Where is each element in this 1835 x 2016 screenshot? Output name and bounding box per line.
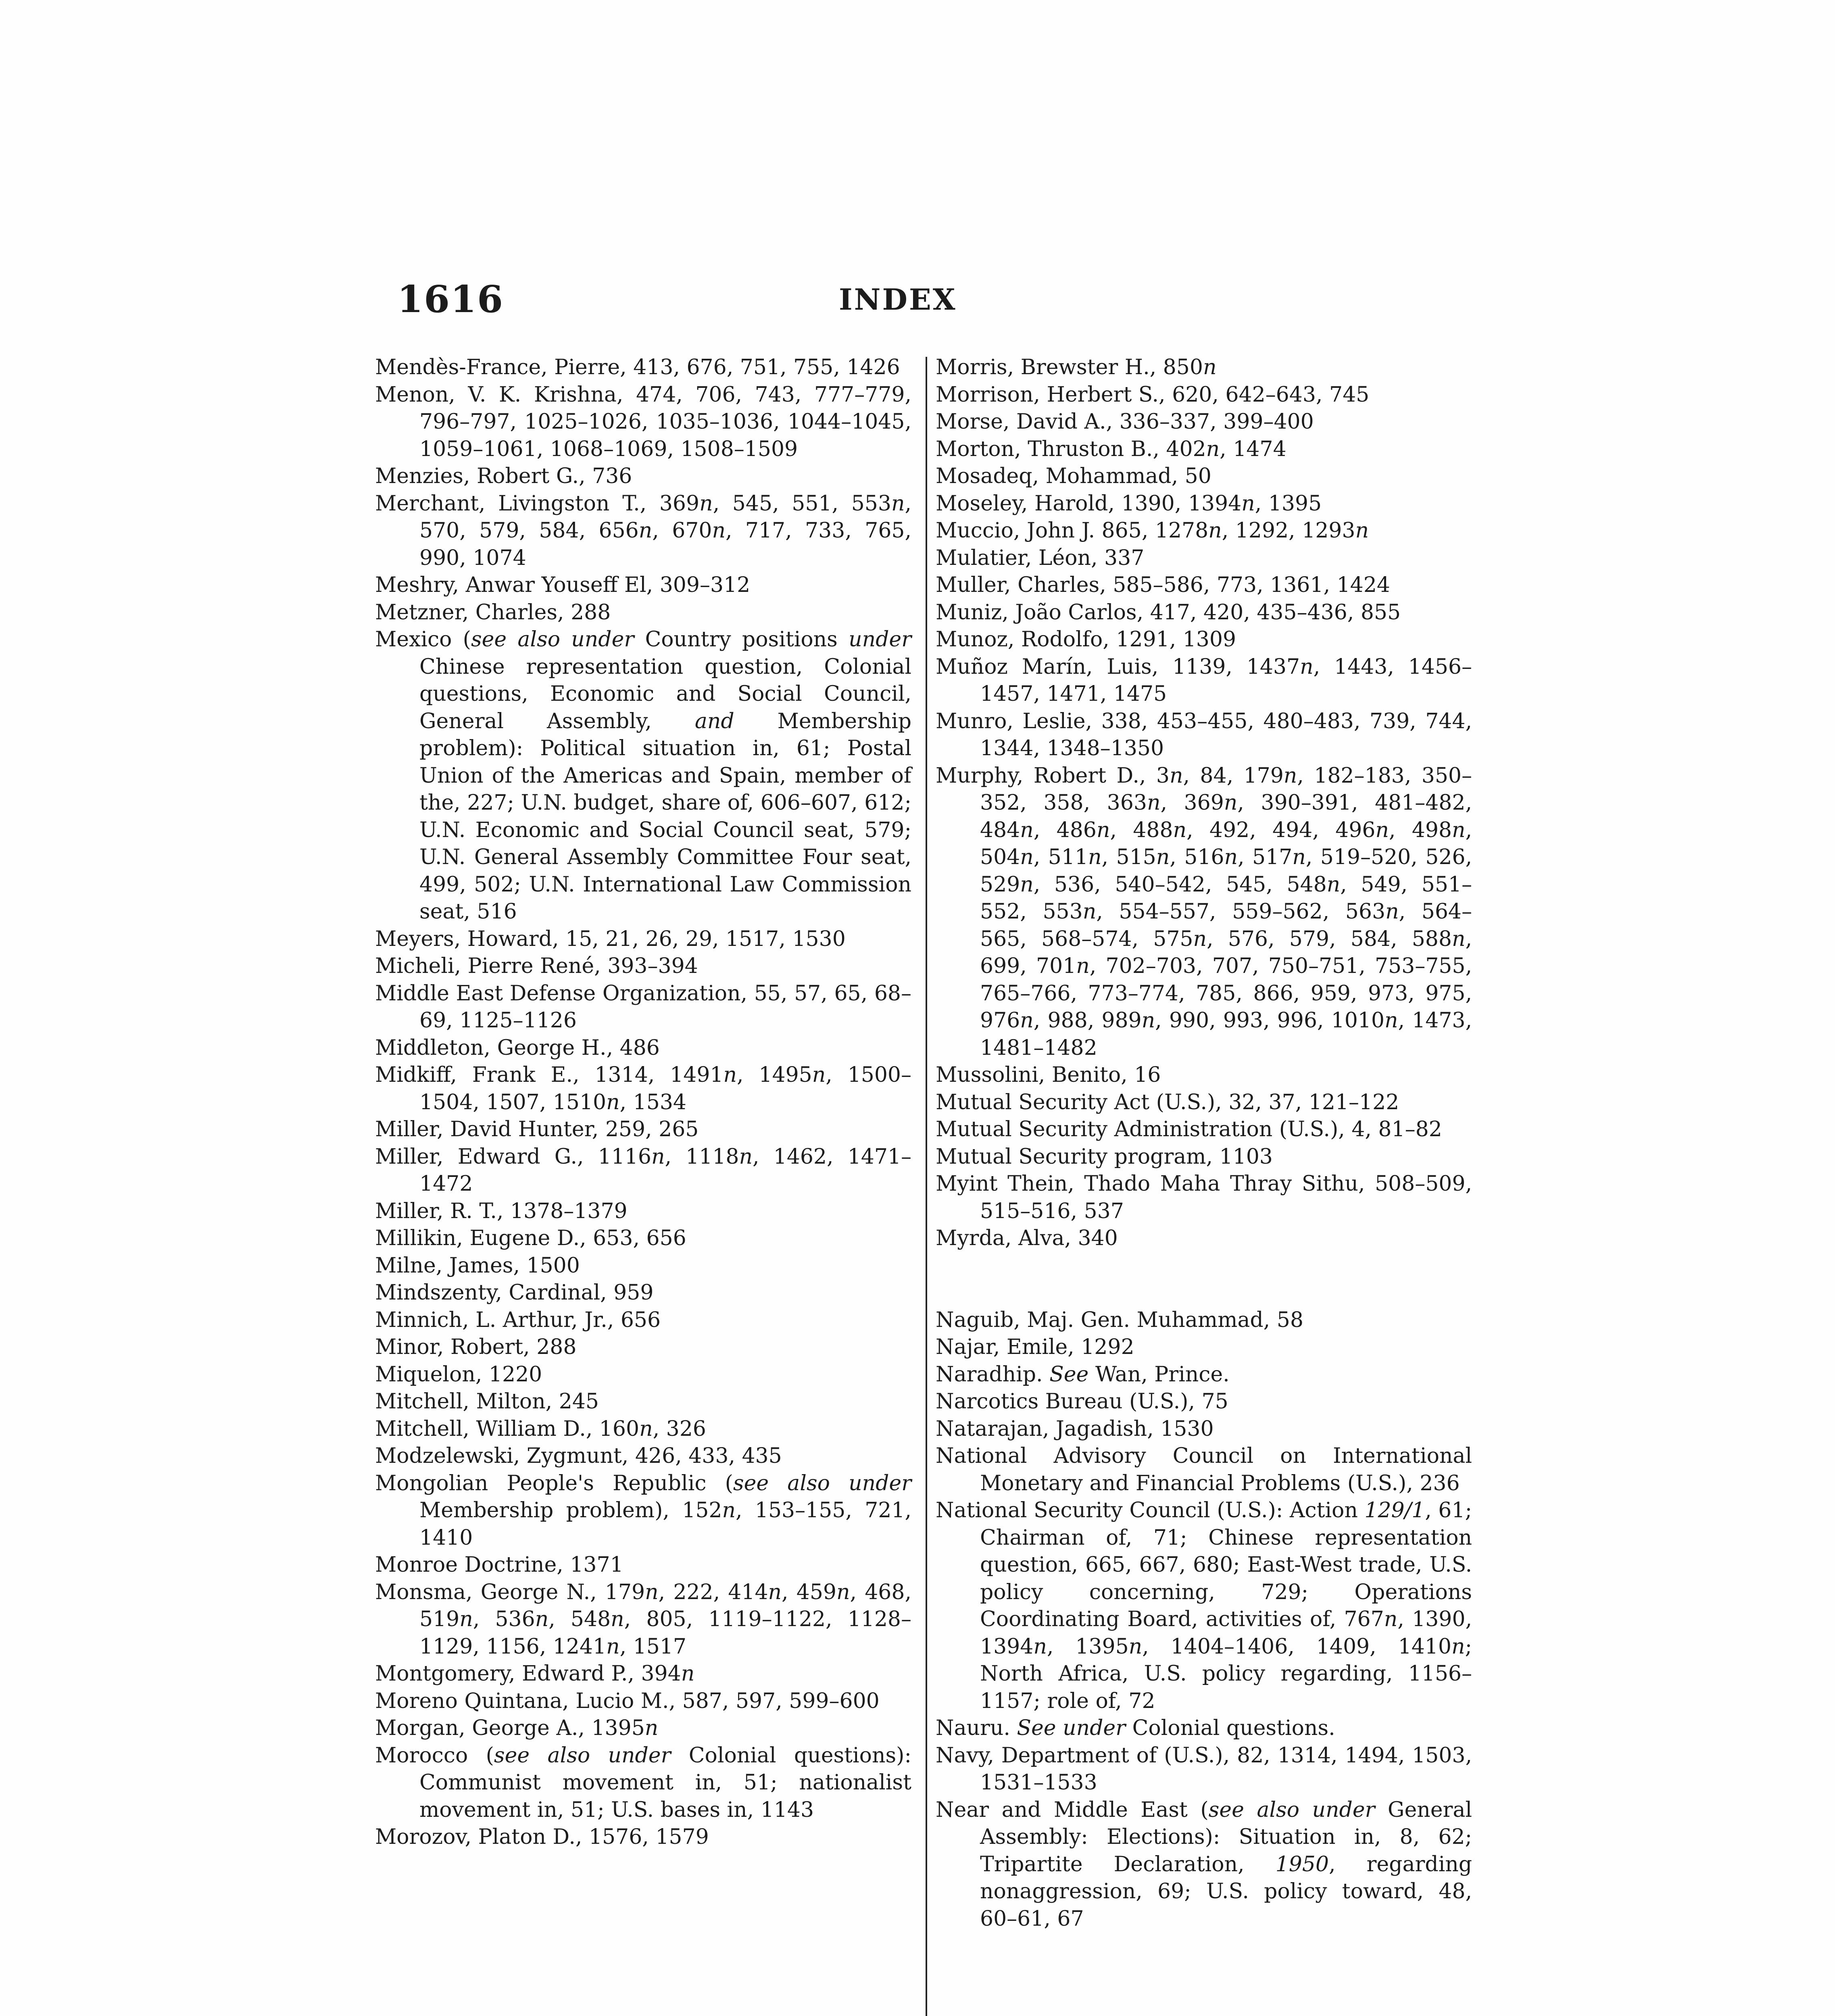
entry-text: Montgomery, Edward P., 394 [375, 1662, 681, 1686]
index-entry [375, 1035, 911, 1062]
index-entry [375, 1388, 911, 1416]
entry-text: , 504 [980, 818, 1472, 869]
entry-italic-text: n [1033, 1634, 1047, 1659]
entry-text: Near and Middle East ( [936, 1797, 1209, 1822]
entry-text: Mexico ( [375, 627, 471, 652]
entry-text: Mongolian People's Republic ( [375, 1471, 733, 1495]
entry-text: Meshry, Anwar Youseff El, 309–312 [375, 573, 751, 597]
entry-text: Miller, R. T., 1378–1379 [375, 1199, 628, 1223]
entry-italic-text: n [1020, 1008, 1034, 1033]
entry-italic-text: see also under [494, 1743, 671, 1768]
entry-text: , 570, 579, 584, 656 [419, 491, 912, 543]
entry-text: , 1404–1406, 1409, 1410 [1142, 1634, 1451, 1659]
index-entry [936, 1225, 1472, 1252]
entry-text: , 702–703, 707, 750–751, 753–755, 765–766, 773–774, 785, 866, 959, 973, 975, 976 [980, 954, 1472, 1033]
entry-text: Membership problem), 152 [419, 1498, 722, 1522]
entry-text: , 84, 179 [1183, 763, 1284, 788]
index-entry [936, 708, 1472, 762]
entry-italic-text: n [1384, 1008, 1398, 1033]
entry-text: , 459 [782, 1580, 837, 1604]
entry-text: , 1292, 1293 [1222, 519, 1355, 543]
entry-text: , 805, 1119–1122, 1128–1129, 1156, 1241 [419, 1607, 912, 1659]
entry-text: Menzies, Robert G., 736 [375, 464, 632, 488]
entry-text: Morocco ( [375, 1743, 494, 1768]
entry-italic-text: n [1128, 1634, 1143, 1659]
entry-text: Membership problem): Political situation in, 61; Postal Union of the Americas and Spain, member of the, 227; U.N. budget, share of, 606–607, 612; U.N. Economic and Social Council seat, 579; U.N. General Assembly Committee Four seat, 499, 502; U.N. International Law Commission seat, 516 [419, 709, 911, 924]
entry-text: , 488 [1110, 818, 1173, 842]
index-entry [375, 1116, 911, 1143]
entry-text: , 670 [652, 519, 712, 543]
entry-italic-text: n [1096, 818, 1110, 842]
index-entry [936, 354, 1472, 381]
entry-italic-text: n [739, 1144, 753, 1169]
entry-text: , 536, 540–542, 545, 548 [1033, 872, 1327, 897]
index-entry [936, 1307, 1472, 1334]
entry-text: Natarajan, Jagadish, 1530 [936, 1416, 1214, 1441]
index-entry [936, 1497, 1472, 1715]
entry-text: , 1500–1504, 1507, 1510 [419, 1063, 911, 1114]
index-entry [375, 1824, 911, 1851]
entry-italic-text: n [812, 1063, 826, 1087]
entry-text: , 548 [548, 1607, 611, 1631]
entry-text: Morrison, Herbert S., 620, 642–643, 745 [936, 382, 1370, 407]
entry-italic-text: n [768, 1580, 782, 1604]
entry-text: , 1474 [1220, 437, 1287, 461]
entry-text: Monroe Doctrine, 1371 [375, 1553, 623, 1577]
entry-text: , 1395 [1047, 1634, 1129, 1659]
entry-text: , 1443, 1456–1457, 1471, 1475 [980, 654, 1472, 706]
entry-text: Muniz, João Carlos, 417, 420, 435–436, 855 [936, 600, 1401, 625]
group-gap [936, 1252, 1472, 1307]
entry-text: Mulatier, Léon, 337 [936, 546, 1145, 570]
entry-italic-text: n [1224, 791, 1238, 815]
entry-italic-text: n [1384, 1607, 1398, 1631]
entry-text: Monsma, George N., 179 [375, 1580, 645, 1604]
entry-text: , 545, 551, 553 [713, 491, 891, 516]
entry-text: Mosadeq, Mohammad, 50 [936, 464, 1212, 488]
entry-text: , 517 [1238, 845, 1293, 869]
entry-text: Milne, James, 1500 [375, 1253, 580, 1278]
entry-text: , 61; Chairman of, 71; Chinese representation question, 665, 667, 680; East-West trade, U.S. policy concerning, 729; Operations Coordinating Board, activities of, 767 [980, 1498, 1472, 1631]
index-column-right [936, 354, 1472, 1933]
index-entry [375, 1715, 911, 1742]
index-entry [936, 626, 1472, 654]
entry-italic-text: n [1156, 845, 1170, 869]
entry-text: Merchant, Livingston T., 369 [375, 491, 700, 516]
entry-italic-text: under [849, 627, 911, 652]
entry-text: Munoz, Rodolfo, 1291, 1309 [936, 627, 1237, 652]
entry-italic-text: n [1375, 818, 1389, 842]
entry-text: Morgan, George A., 1395 [375, 1716, 645, 1740]
entry-italic-text: see also under [1208, 1797, 1375, 1822]
index-entry [375, 980, 911, 1035]
entry-text: Mutual Security Administration (U.S.), 4, 81–82 [936, 1117, 1442, 1141]
index-entry [936, 1089, 1472, 1116]
entry-italic-text: n [1385, 900, 1399, 924]
entry-text: Narcotics Bureau (U.S.), 75 [936, 1389, 1228, 1414]
entry-italic-text: n [1082, 900, 1097, 924]
entry-text: , 153–155, 721, 1410 [419, 1498, 912, 1550]
entry-text: , 717, 733, 765, 990, 1074 [419, 519, 912, 570]
index-entry [375, 1361, 911, 1389]
entry-text: , 486 [1033, 818, 1097, 842]
index-entry [936, 1334, 1472, 1361]
entry-text: Muller, Charles, 585–586, 773, 1361, 1424 [936, 573, 1390, 597]
entry-text: , 990, 993, 996, 1010 [1155, 1008, 1385, 1033]
entry-italic-text: n [1206, 437, 1220, 461]
entry-italic-text: See under [1017, 1716, 1126, 1740]
entry-text: , 1118 [665, 1144, 739, 1169]
entry-italic-text: see also under [733, 1471, 911, 1495]
index-entry [375, 1416, 911, 1443]
entry-italic-text: n [1224, 845, 1238, 869]
entry-text: Morris, Brewster H., 850 [936, 355, 1203, 379]
entry-text: Menon, V. K. Krishna, 474, 706, 743, 777–779, 796–797, 1025–1026, 1035–1036, 1044–1045, 1059–1061, 1068–1069, 1508–1509 [375, 382, 911, 461]
entry-italic-text: n [606, 1090, 620, 1114]
entry-text: Colonial questions): Communist movement in, 51; nationalist movement in, 51; U.S. bases in, 1143 [419, 1743, 911, 1822]
entry-text: Mendès-France, Pierre, 413, 676, 751, 755, 1426 [375, 355, 900, 379]
entry-text: Myint Thein, Thado Maha Thray Sithu, 508–509, 515–516, 537 [936, 1172, 1472, 1223]
entry-italic-text: n [1076, 954, 1090, 978]
entry-italic-text: n [645, 1580, 659, 1604]
entry-italic-text: n [836, 1580, 850, 1604]
entry-italic-text: n [1020, 845, 1034, 869]
entry-text: Naguib, Maj. Gen. Muhammad, 58 [936, 1308, 1303, 1332]
entry-text: Mindszenty, Cardinal, 959 [375, 1281, 654, 1305]
entry-italic-text: n [1147, 791, 1161, 815]
index-entry [375, 1334, 911, 1361]
entry-text: , 699, 701 [980, 927, 1472, 978]
entry-text: Munro, Leslie, 338, 453–455, 480–483, 739, 744, 1344, 1348–1350 [936, 709, 1472, 760]
entry-italic-text: see also under [471, 627, 634, 652]
entry-text: , 222, 414 [658, 1580, 768, 1604]
index-entry [375, 1198, 911, 1225]
entry-italic-text: n [712, 519, 726, 543]
entry-italic-text: n [1452, 818, 1466, 842]
index-entry [936, 517, 1472, 545]
entry-text: Myrda, Alva, 340 [936, 1226, 1118, 1250]
index-entry [936, 762, 1472, 1062]
entry-italic-text: n [699, 491, 713, 516]
entry-italic-text: and [694, 709, 734, 733]
entry-italic-text: n [1193, 927, 1207, 951]
index-entry [375, 1688, 911, 1715]
entry-text: Middle East Defense Organization, 55, 57, 65, 68–69, 1125–1126 [375, 981, 911, 1033]
index-entry [936, 545, 1472, 572]
entry-text: Miquelon, 1220 [375, 1362, 542, 1387]
running-head: INDEX [839, 282, 957, 317]
index-entry [375, 1279, 911, 1307]
entry-text: Moseley, Harold, 1390, 1394 [936, 491, 1242, 516]
index-entry [936, 572, 1472, 599]
index-entry [936, 654, 1472, 708]
entry-italic-text: n [1355, 519, 1369, 543]
entry-text: , 390–391, 481–482, 484 [980, 791, 1472, 842]
entry-text: , 1534 [619, 1090, 687, 1114]
entry-text: Modzelewski, Zygmunt, 426, 433, 435 [375, 1444, 782, 1468]
entry-italic-text: n [1451, 927, 1466, 951]
index-entry [375, 1552, 911, 1579]
entry-text: , 988, 989 [1033, 1008, 1142, 1033]
index-column-left [375, 354, 911, 1851]
index-entry [936, 408, 1472, 436]
index-entry [375, 1143, 911, 1198]
entry-text: Morton, Thruston B., 402 [936, 437, 1206, 461]
entry-italic-text: 1950 [1275, 1852, 1329, 1876]
entry-italic-text: n [681, 1662, 695, 1686]
entry-text: Miller, David Hunter, 259, 265 [375, 1117, 699, 1141]
entry-text: Moreno Quintana, Lucio M., 587, 597, 599–600 [375, 1689, 880, 1713]
entry-text: Meyers, Howard, 15, 21, 26, 29, 1517, 1530 [375, 927, 846, 951]
entry-text: Colonial questions. [1126, 1716, 1335, 1740]
entry-text: , 369 [1160, 791, 1224, 815]
entry-text: Mutual Security program, 1103 [936, 1144, 1273, 1169]
index-entry [375, 463, 911, 490]
index-group-n [936, 1307, 1472, 1933]
entry-text: , 576, 579, 584, 588 [1207, 927, 1452, 951]
entry-text: , 182–183, 350–352, 358, 363 [980, 763, 1472, 815]
entry-italic-text: n [1283, 763, 1297, 788]
entry-text: , 554–557, 559–562, 563 [1096, 900, 1386, 924]
entry-italic-text: n [638, 519, 653, 543]
entry-text: National Advisory Council on International Monetary and Financial Problems (U.S.), 236 [936, 1444, 1472, 1495]
entry-text: , 516 [1170, 845, 1224, 869]
index-entry [375, 490, 911, 572]
entry-italic-text: n [722, 1498, 736, 1522]
entry-italic-text: n [1241, 491, 1255, 516]
index-entry [936, 381, 1472, 409]
index-entry [936, 1416, 1472, 1443]
entry-text: , 468, 519 [419, 1580, 912, 1631]
index-entry [375, 1579, 911, 1661]
index-entry [375, 1062, 911, 1116]
entry-text: , 492, 494, 496 [1186, 818, 1376, 842]
index-entry [375, 953, 911, 980]
entry-italic-text: n [1292, 845, 1306, 869]
column-rule [926, 357, 927, 2016]
entry-text: , 1517 [619, 1634, 687, 1659]
entry-italic-text: n [651, 1144, 665, 1169]
entry-italic-text: n [1326, 872, 1341, 897]
entry-text: Midkiff, Frank E., 1314, 1491 [375, 1063, 724, 1087]
entry-text: Micheli, Pierre René, 393–394 [375, 954, 698, 978]
index-entry [375, 926, 911, 953]
entry-italic-text: 129/1 [1364, 1498, 1425, 1522]
index-entry [936, 1116, 1472, 1143]
entry-italic-text: n [1451, 1634, 1465, 1659]
entry-text: Metzner, Charles, 288 [375, 600, 611, 625]
entry-text: Miller, Edward G., 1116 [375, 1144, 651, 1169]
entry-text: General Assembly: Elections): Situation in, 8, 62; Tripartite Declaration, [980, 1797, 1472, 1876]
index-entry [375, 1307, 911, 1334]
index-entry [936, 436, 1472, 463]
index-entry [936, 1361, 1472, 1389]
entry-text: Morozov, Platon D., 1576, 1579 [375, 1825, 709, 1849]
entry-text: ; North Africa, U.S. policy regarding, 1156–1157; role of, 72 [980, 1634, 1472, 1713]
entry-text: , 519–520, 526, 529 [980, 845, 1472, 897]
entry-text: , 564–565, 568–574, 575 [980, 900, 1472, 951]
entry-text: Murphy, Robert D., 3 [936, 763, 1170, 788]
index-entry [375, 1443, 911, 1470]
entry-text: Navy, Department of (U.S.), 82, 1314, 1494, 1503, 1531–1533 [936, 1743, 1472, 1795]
entry-text: Minnich, L. Arthur, Jr., 656 [375, 1308, 661, 1332]
entry-text: Country positions [634, 627, 849, 652]
entry-text: , 1395 [1255, 491, 1322, 516]
entry-italic-text: n [535, 1607, 549, 1631]
index-group-m [936, 354, 1472, 1252]
entry-text: Wan, Prince. [1088, 1362, 1230, 1387]
entry-italic-text: n [1141, 1008, 1155, 1033]
index-entry [375, 1252, 911, 1280]
entry-text: , 549, 551–552, 553 [980, 872, 1472, 924]
index-entry [936, 1797, 1472, 1933]
entry-text: Nauru. [936, 1716, 1017, 1740]
entry-text: , 511 [1033, 845, 1088, 869]
entry-italic-text: n [1208, 519, 1222, 543]
index-entry [936, 1443, 1472, 1497]
entry-italic-text: n [1020, 872, 1034, 897]
index-entry [936, 490, 1472, 518]
index-entry [375, 354, 911, 381]
index-entry [936, 463, 1472, 490]
entry-text: , 1390, 1394 [980, 1607, 1472, 1659]
entry-italic-text: n [1203, 355, 1217, 379]
entry-text: , 536 [473, 1607, 535, 1631]
entry-text: , 1473, 1481–1482 [980, 1008, 1472, 1060]
entry-text: National Security Council (U.S.): Action [936, 1498, 1365, 1522]
entry-text: , 326 [653, 1416, 706, 1441]
entry-text: , 1462, 1471–1472 [419, 1144, 912, 1196]
entry-text: , 498 [1389, 818, 1452, 842]
index-entry [375, 626, 911, 926]
index-entry [936, 1062, 1472, 1089]
entry-text: Millikin, Eugene D., 653, 656 [375, 1226, 686, 1250]
entry-italic-text: n [639, 1416, 653, 1441]
entry-text: Mitchell, William D., 160 [375, 1416, 640, 1441]
entry-italic-text: n [606, 1634, 620, 1659]
entry-italic-text: n [1300, 654, 1314, 679]
index-entry [936, 1742, 1472, 1797]
entry-text: , regarding nonaggression, 69; U.S. policy toward, 48, 60–61, 67 [980, 1852, 1472, 1931]
index-entry [936, 1143, 1472, 1171]
entry-text: Morse, David A., 336–337, 399–400 [936, 410, 1314, 434]
index-entry [936, 1170, 1472, 1225]
index-entry [936, 1715, 1472, 1742]
entry-italic-text: n [1020, 818, 1034, 842]
entry-italic-text: n [611, 1607, 624, 1631]
entry-text: Mussolini, Benito, 16 [936, 1063, 1161, 1087]
index-entry [936, 599, 1472, 627]
entry-text: , 1495 [737, 1063, 812, 1087]
index-entry [375, 599, 911, 627]
entry-text: Mitchell, Milton, 245 [375, 1389, 599, 1414]
entry-italic-text: n [723, 1063, 737, 1087]
index-entry [375, 1742, 911, 1824]
index-entry [375, 572, 911, 599]
entry-italic-text: n [1169, 763, 1183, 788]
index-entry [375, 1660, 911, 1688]
entry-italic-text: n [459, 1607, 473, 1631]
entry-italic-text: See [1049, 1362, 1089, 1387]
entry-italic-text: n [644, 1716, 659, 1740]
entry-text: Minor, Robert, 288 [375, 1335, 577, 1359]
index-entry [936, 1388, 1472, 1416]
entry-text: Mutual Security Act (U.S.), 32, 37, 121–122 [936, 1090, 1399, 1114]
page-number: 1616 [397, 277, 504, 321]
entry-text: Muñoz Marín, Luis, 1139, 1437 [936, 654, 1300, 679]
entry-text: Chinese representation question, Colonial questions, Economic and Social Council, General Assembly, [419, 654, 911, 733]
entry-italic-text: n [1173, 818, 1187, 842]
index-entry [375, 381, 911, 463]
entry-text: Najar, Emile, 1292 [936, 1335, 1134, 1359]
entry-italic-text: n [891, 491, 905, 516]
entry-text: Middleton, George H., 486 [375, 1035, 660, 1060]
entry-italic-text: n [1088, 845, 1102, 869]
index-entry [375, 1225, 911, 1252]
entry-text: Naradhip. [936, 1362, 1050, 1387]
entry-text: Muccio, John J. 865, 1278 [936, 519, 1209, 543]
index-entry [375, 1470, 911, 1552]
entry-text: , 515 [1101, 845, 1156, 869]
